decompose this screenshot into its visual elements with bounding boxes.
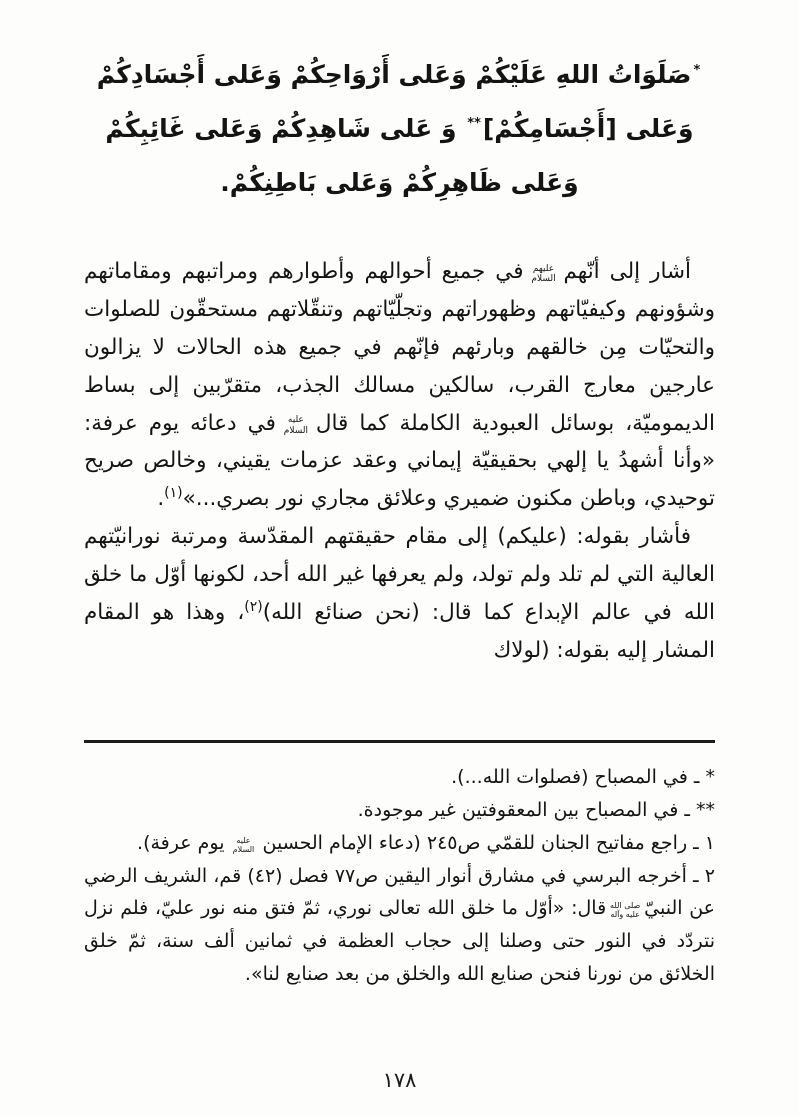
footnote-2-text-pre: ـ أخرجه البرسي في مشارق أنوار اليقين ص٧٧ فصل (٤٢) قم، الشريف الرضي عن النبيّ bbox=[84, 864, 715, 920]
p1-text-3: في دعائه يوم عرفة: «وأنا أشهدُ يا إلهي بحقيقيّة إيماني وعقد عزمات يقيني، وخالص صريح توحيدي، وباطن مكنون ضميري وعلائق مجاري نور بصري...» bbox=[84, 410, 715, 512]
footnote-2-marker: ٢ bbox=[704, 864, 715, 887]
p2-text-1: فأشار بقوله: (عليكم) إلى مقام حقيقتهم المقدّسة ومرتبة نورانيّتهم العالية التي لم تلد ولم تولد، ولم يعرفها غير الله أحد، لكونها أوّل ما خلق الله في عالم الإبداع كما قال: (نحن صنائع الله) bbox=[84, 524, 715, 625]
paragraph-2 bbox=[84, 518, 715, 669]
quote-heading bbox=[84, 48, 715, 209]
footnote-separator bbox=[84, 740, 715, 743]
footnote-ref-2: (٢) bbox=[244, 598, 263, 615]
quote-text bbox=[84, 48, 715, 209]
footnote-star-marker: * bbox=[705, 766, 715, 788]
footnote-star bbox=[84, 761, 715, 794]
footnote-1-text-post: يوم عرفة). bbox=[137, 831, 225, 854]
paragraph-1 bbox=[84, 253, 715, 518]
salla-allahu-alayhi-wa-alih-symbol: صلى الله عليه وآله bbox=[610, 901, 641, 920]
footnote-double-star-text: ـ في المصباح بين المعقوفتين غير موجودة. bbox=[357, 798, 690, 821]
footnote-ref-1: (١) bbox=[164, 485, 183, 502]
footnote-1-text-pre: ـ راجع مفاتيح الجنان للقمّي ص٢٤٥ (دعاء الإمام الحسين bbox=[262, 831, 699, 854]
alayhi-as-salam-symbol: عليه السلام bbox=[283, 415, 308, 436]
alayhim-as-salam-symbol: عليهم السلام bbox=[531, 263, 556, 285]
footnote-marker-double-star: ** bbox=[467, 116, 481, 132]
footnote-2-text-post: قال: «أوّل ما خلق الله تعالى نوري، ثمّ فتق منه نور عليّ، فلم نزل نتردّد في النور حتى وصلنا إلى حجاب العظمة في ثمانين ألف سنة، ثمّ خلق الخلائق من نورنا فنحن صنايع الله والخلق من بعد صنايع لنا». bbox=[84, 897, 715, 986]
footnote-double-star bbox=[84, 794, 715, 827]
footnotes-section bbox=[84, 740, 715, 991]
commentary bbox=[84, 253, 715, 669]
footnote-double-star-marker: ** bbox=[696, 798, 715, 821]
page-number: ١٧٨ bbox=[382, 1068, 417, 1092]
p1-text-1: أشار إلى أنّهم bbox=[563, 259, 691, 285]
footnote-star-text: ـ في المصباح (فصلوات الله...). bbox=[451, 766, 700, 788]
p2-text-2: ، وهذا هو المقام المشار إليه بقوله: (لولاك bbox=[84, 599, 715, 663]
p1-period: . bbox=[157, 486, 165, 512]
p1-text-2: في جميع أحوالهم وأطوارهم ومراتبهم ومقاماتهم وشؤونهم وكيفيّاتهم وظهوراتهم وتجلّيّاتهم وتنقّلاتهم مستحقّون للصلوات والتحيّات مِن خالقهم وبارئهم فإنّهم في جميع هذه الحالات لا يزالون عارجين معارج القرب، سالكين مسالك الجذب، متقرّبين إلى بساط الديموميّة، بوسائل العبودية الكاملة كما قال bbox=[84, 259, 716, 436]
footnote-1 bbox=[84, 827, 715, 860]
footnote-1-marker: ١ bbox=[704, 831, 715, 854]
quote-segment-1: صَلَوَاتُ اللهِ عَلَيْكُمْ وَعَلى أَرْوَاحِكُمْ وَعَلى أَجْسَادِكُمْ وَعَلى [أَجْسَامِكُمْ] bbox=[96, 60, 694, 143]
footnote-marker-star: * bbox=[693, 62, 701, 78]
quote-segment-2: وَ عَلى شَاهِدِكُمْ وَعَلى غَائِبِكُمْ وَعَلى ظَاهِرِكُمْ وَعَلى بَاطِنِكُمْ. bbox=[105, 113, 579, 197]
alayhi-as-salam-symbol: عليه السلام bbox=[232, 835, 255, 854]
footnote-2 bbox=[84, 860, 715, 991]
